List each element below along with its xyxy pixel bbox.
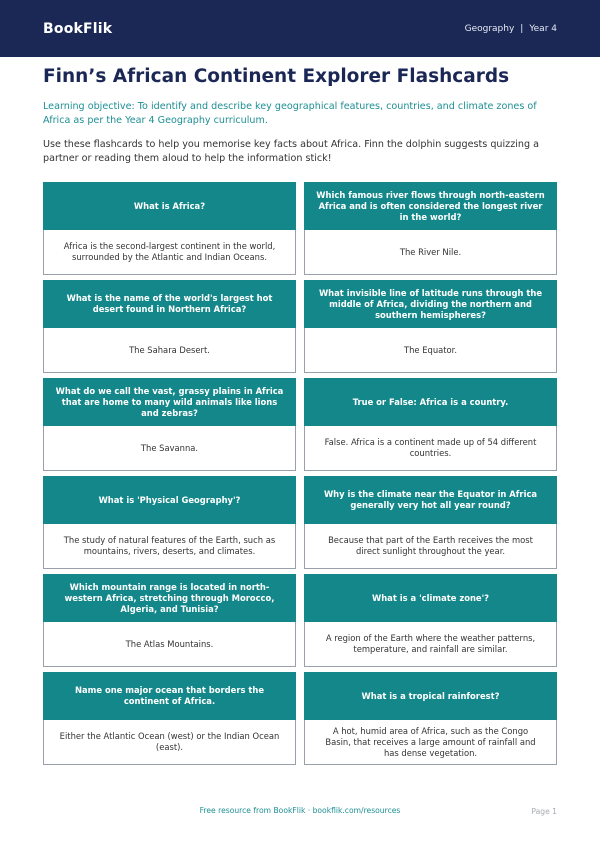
flashcard [304,378,557,471]
flashcard-question: What is the name of the world's largest hot desert found in Northern Africa? [43,280,296,328]
flashcard [43,378,296,471]
flashcard-question: Which famous river flows through north-eastern Africa and is often considered the longest river in the world? [304,182,557,230]
flashcard [304,476,557,569]
flashcard-question: What is a tropical rainforest? [304,672,557,720]
flashcard-answer: The Sahara Desert. [43,328,296,373]
flashcard-answer: The Equator. [304,328,557,373]
flashcard-answer: False. Africa is a continent made up of 54 different countries. [304,426,557,471]
flashcard-question: Name one major ocean that borders the continent of Africa. [43,672,296,720]
learning-objective: Learning objective: To identify and describe key geographical features, countries, and climate zones of Africa as per the Year 4 Geography curriculum. [43,101,537,126]
flashcard [43,672,296,765]
flashcard-answer: The study of natural features of the Earth, such as mountains, rivers, deserts, and climates. [43,524,296,569]
flashcard-answer: The Savanna. [43,426,296,471]
flashcard-question: What invisible line of latitude runs through the middle of Africa, dividing the northern and southern hemispheres? [304,280,557,328]
header-bar [0,0,600,57]
page-title: Finn’s African Continent Explorer Flashcards [43,66,510,87]
flashcard-question: True or False: Africa is a country. [304,378,557,426]
footer-resource-link[interactable]: Free resource from BookFlik · bookflik.com/resources [199,806,401,815]
flashcard-answer: A hot, humid area of Africa, such as the Congo Basin, that receives a large amount of rainfall and has dense vegetation. [304,720,557,765]
page-footer [0,806,600,820]
flashcard-answer: The Atlas Mountains. [43,622,296,667]
brand-logo[interactable]: BookFlik [43,20,113,37]
flashcard-answer: Either the Atlantic Ocean (west) or the Indian Ocean (east). [43,720,296,765]
flashcard [43,182,296,275]
flashcard-question: What is a 'climate zone'? [304,574,557,622]
flashcard-answer: Africa is the second-largest continent in the world, surrounded by the Atlantic and Indian Oceans. [43,230,296,275]
intro-text: Use these flashcards to help you memorise key facts about Africa. Finn the dolphin suggests quizzing a partner or reading them aloud to help the information stick! [43,139,539,164]
breadcrumb-separator: | [520,23,524,34]
flashcard-question: What is Africa? [43,182,296,230]
flashcard [304,672,557,765]
flashcard [304,182,557,275]
flashcard-answer: Because that part of the Earth receives the most direct sunlight throughout the year. [304,524,557,569]
flashcard-grid [43,182,557,765]
flashcard [43,476,296,569]
breadcrumb [465,24,557,34]
breadcrumb-year: Year 4 [529,23,557,34]
flashcard [304,280,557,373]
flashcard [43,280,296,373]
flashcard [304,574,557,667]
flashcard-question: What do we call the vast, grassy plains in Africa that are home to many wild animals like lions and zebras? [43,378,296,426]
flashcard-question: Which mountain range is located in north-western Africa, stretching through Morocco, Algeria, and Tunisia? [43,574,296,622]
breadcrumb-subject: Geography [464,23,515,34]
flashcard-question: What is 'Physical Geography'? [43,476,296,524]
page-number: Page 1 [531,807,557,816]
flashcard-answer: The River Nile. [304,230,557,275]
flashcard-answer: A region of the Earth where the weather patterns, temperature, and rainfall are similar. [304,622,557,667]
flashcard [43,574,296,667]
flashcard-question: Why is the climate near the Equator in Africa generally very hot all year round? [304,476,557,524]
